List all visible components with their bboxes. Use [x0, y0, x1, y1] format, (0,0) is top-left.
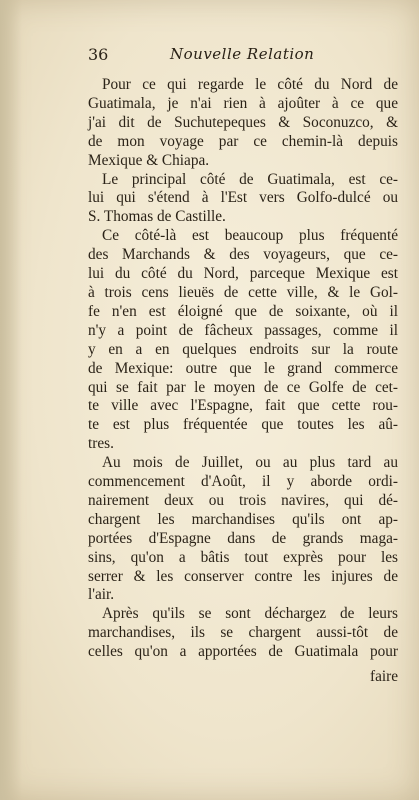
catchword: faire [369, 668, 398, 685]
text-line: n'y a point de fâcheux passages, comme il [88, 321, 398, 339]
text-line: marchandises, ils se chargent aussi-tôt de [88, 624, 398, 642]
text-line: Après qu'ils se sont déchargez de leurs [102, 605, 398, 623]
page-number: 36 [88, 45, 109, 64]
text-line: l'air. [88, 586, 115, 604]
text-line: S. Thomas de Castille. [88, 208, 226, 226]
text-line: de mon voyage par ce chemin-là depuis [88, 132, 398, 150]
text-line: des Marchands & des voyageurs, que ce- [88, 246, 398, 264]
text-line: sins, qu'on a bâtis tout exprès pour les [88, 548, 398, 566]
text-line: chargent les marchandises qu'ils ont ap- [88, 510, 398, 528]
text-line: j'ai dit de Suchutepeques & Soconuzco, & [88, 113, 398, 131]
text-line: Pour ce qui regarde le côté du Nord de [102, 76, 398, 93]
text-line: te est plus fréquentée que toutes les aû- [88, 416, 398, 434]
text-line: tres. [88, 435, 114, 453]
text-line: lui qui s'étend à l'Est vers Golfo-dulcé ou [88, 189, 398, 207]
body-text [88, 76, 398, 662]
text-line: celles qu'on a apportées de Guatimala pour [88, 643, 398, 661]
text-line: portées d'Espagne dans de grands maga- [88, 529, 398, 547]
text-line: Au mois de Juillet, ou au plus tard au [102, 454, 398, 472]
text-line: lui du côté du Nord, parceque Mexique est [88, 265, 398, 283]
page-gutter-shadow [0, 0, 22, 800]
text-line: te ville avec l'Espagne, fait que cette rou- [88, 397, 398, 415]
text-line: Mexique & Chiapa. [88, 151, 210, 169]
text-line: Le principal côté de Guatimala, est ce- [102, 170, 398, 188]
text-line: nairement deux ou trois navires, qui dé- [88, 491, 398, 509]
text-line: Guatimala, je n'ai rien à ajoûter à ce que [88, 94, 398, 112]
text-line: y en a en quelques endroits sur la route [88, 340, 398, 358]
text-line: Ce côté-là est beaucoup plus fréquenté [102, 227, 398, 245]
text-line: qui se fait par le moyen de ce Golfe de cet- [88, 378, 398, 396]
text-line: commencement d'Août, il y aborde ordi- [88, 473, 398, 491]
text-line: fe n'en est éloigné que de soixante, où il [88, 302, 398, 320]
page-header [88, 45, 396, 69]
text-line: serrer & les conserver contre les injures de [88, 567, 398, 585]
running-title: Nouvelle Relation [170, 45, 315, 63]
text-line: de Mexique: outre que le grand commerce [88, 359, 398, 377]
text-line: à trois cens lieuës de cette ville, & le Gol- [88, 283, 398, 301]
